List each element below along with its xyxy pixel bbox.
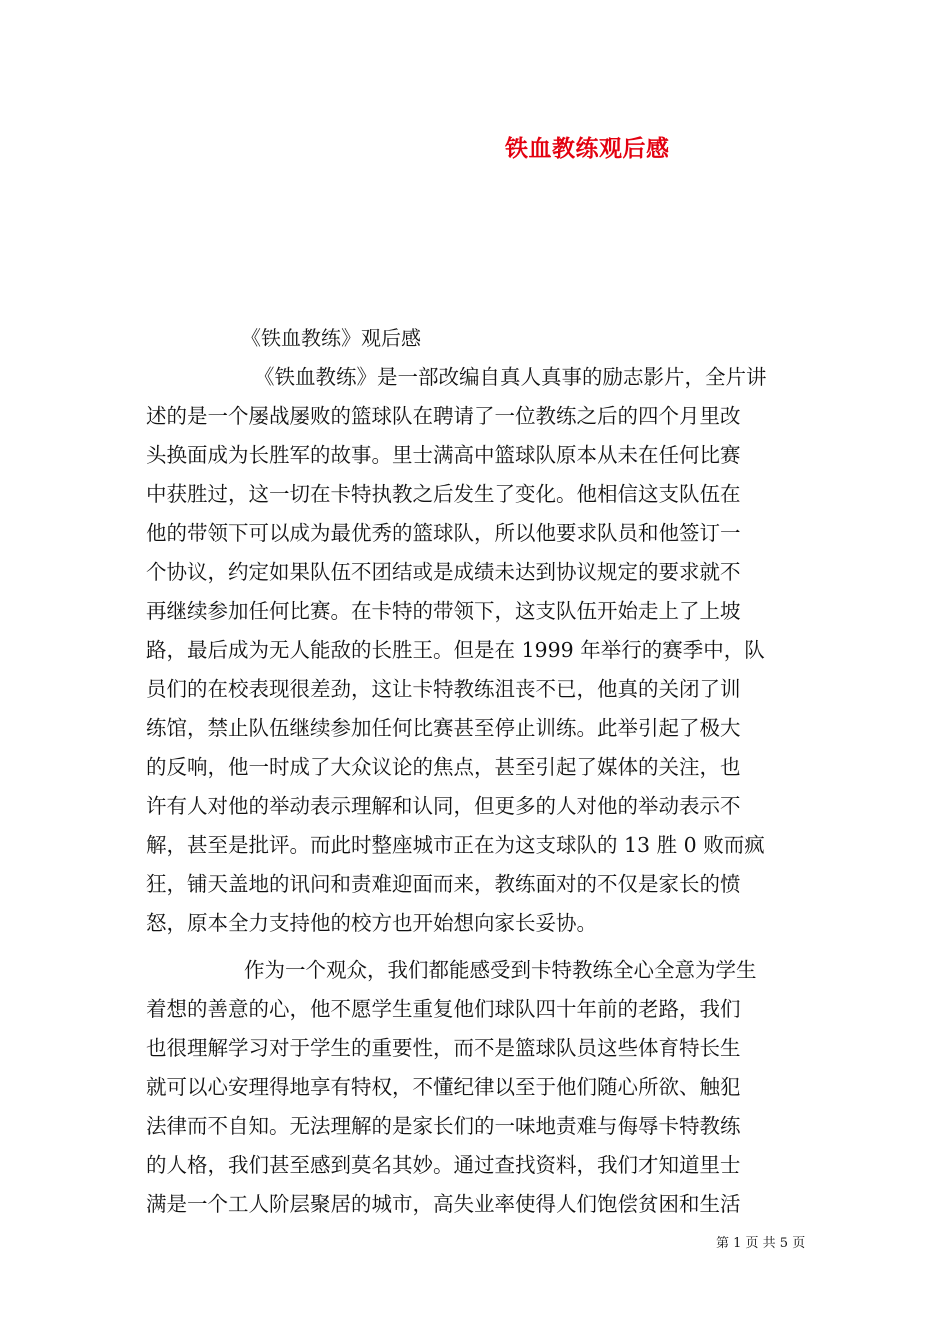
- text-line: 就可以心安理得地享有特权，不懂纪律以至于他们随心所欲、触犯: [146, 1075, 741, 1099]
- text-line: 他的带领下可以成为最优秀的篮球队，所以他要求队员和他签订一: [146, 521, 741, 545]
- text-line: 再继续参加任何比赛。在卡特的带领下，这支队伍开始走上了上坡: [146, 599, 741, 623]
- text-line: 着想的善意的心，他不愿学生重复他们球队四十年前的老路，我们: [146, 997, 741, 1021]
- text-line: 的人格，我们甚至感到莫名其妙。通过查找资料，我们才知道里士: [146, 1153, 741, 1177]
- text-line: 怒，原本全力支持他的校方也开始想向家长妥协。: [146, 911, 597, 935]
- paragraph-spacer: [146, 943, 806, 951]
- paragraph-1: [146, 358, 806, 943]
- text-line: 中获胜过，这一切在卡特执教之后发生了变化。他相信这支队伍在: [146, 482, 741, 506]
- text-line: 个协议，约定如果队伍不团结或是成绩未达到协议规定的要求就不: [146, 560, 741, 584]
- paragraph-2: [146, 951, 806, 1224]
- text-line: 作为一个观众，我们都能感受到卡特教练全心全意为学生: [244, 958, 757, 982]
- document-subtitle: 《铁血教练》观后感: [241, 326, 421, 350]
- text-line: 法律而不自知。无法理解的是家长们的一味地责难与侮辱卡特教练: [146, 1114, 741, 1138]
- text-line: 的反响，他一时成了大众议论的焦点，甚至引起了媒体的关注，也: [146, 755, 741, 779]
- page-footer-label: 第 1 页 共 5 页: [716, 1236, 806, 1251]
- text-line: 解，甚至是批评。而此时整座城市正在为这支球队的 13 胜 0 败而疯: [146, 833, 765, 857]
- text-line: 头换面成为长胜军的故事。里士满高中篮球队原本从未在任何比赛: [146, 443, 741, 467]
- text-line: 《铁血教练》是一部改编自真人真事的励志影片，全片讲: [254, 365, 767, 389]
- text-line: 满是一个工人阶层聚居的城市，高失业率使得人们饱偿贫困和生活: [146, 1192, 741, 1216]
- document-title: 铁血教练观后感: [505, 135, 670, 162]
- body-text: [146, 358, 806, 1224]
- text-line: 述的是一个屡战屡败的篮球队在聘请了一位教练之后的四个月里改: [146, 404, 741, 428]
- text-line: 狂，铺天盖地的讯问和责难迎面而来，教练面对的不仅是家长的愤: [146, 872, 741, 896]
- text-line: 许有人对他的举动表示理解和认同，但更多的人对他的举动表示不: [146, 794, 741, 818]
- text-line: 员们的在校表现很差劲，这让卡特教练沮丧不已，他真的关闭了训: [146, 677, 741, 701]
- text-line: 练馆，禁止队伍继续参加任何比赛甚至停止训练。此举引起了极大: [146, 716, 741, 740]
- text-line: 也很理解学习对于学生的重要性，而不是篮球队员这些体育特长生: [146, 1036, 741, 1060]
- text-line: 路，最后成为无人能敌的长胜王。但是在 1999 年举行的赛季中，队: [146, 638, 765, 662]
